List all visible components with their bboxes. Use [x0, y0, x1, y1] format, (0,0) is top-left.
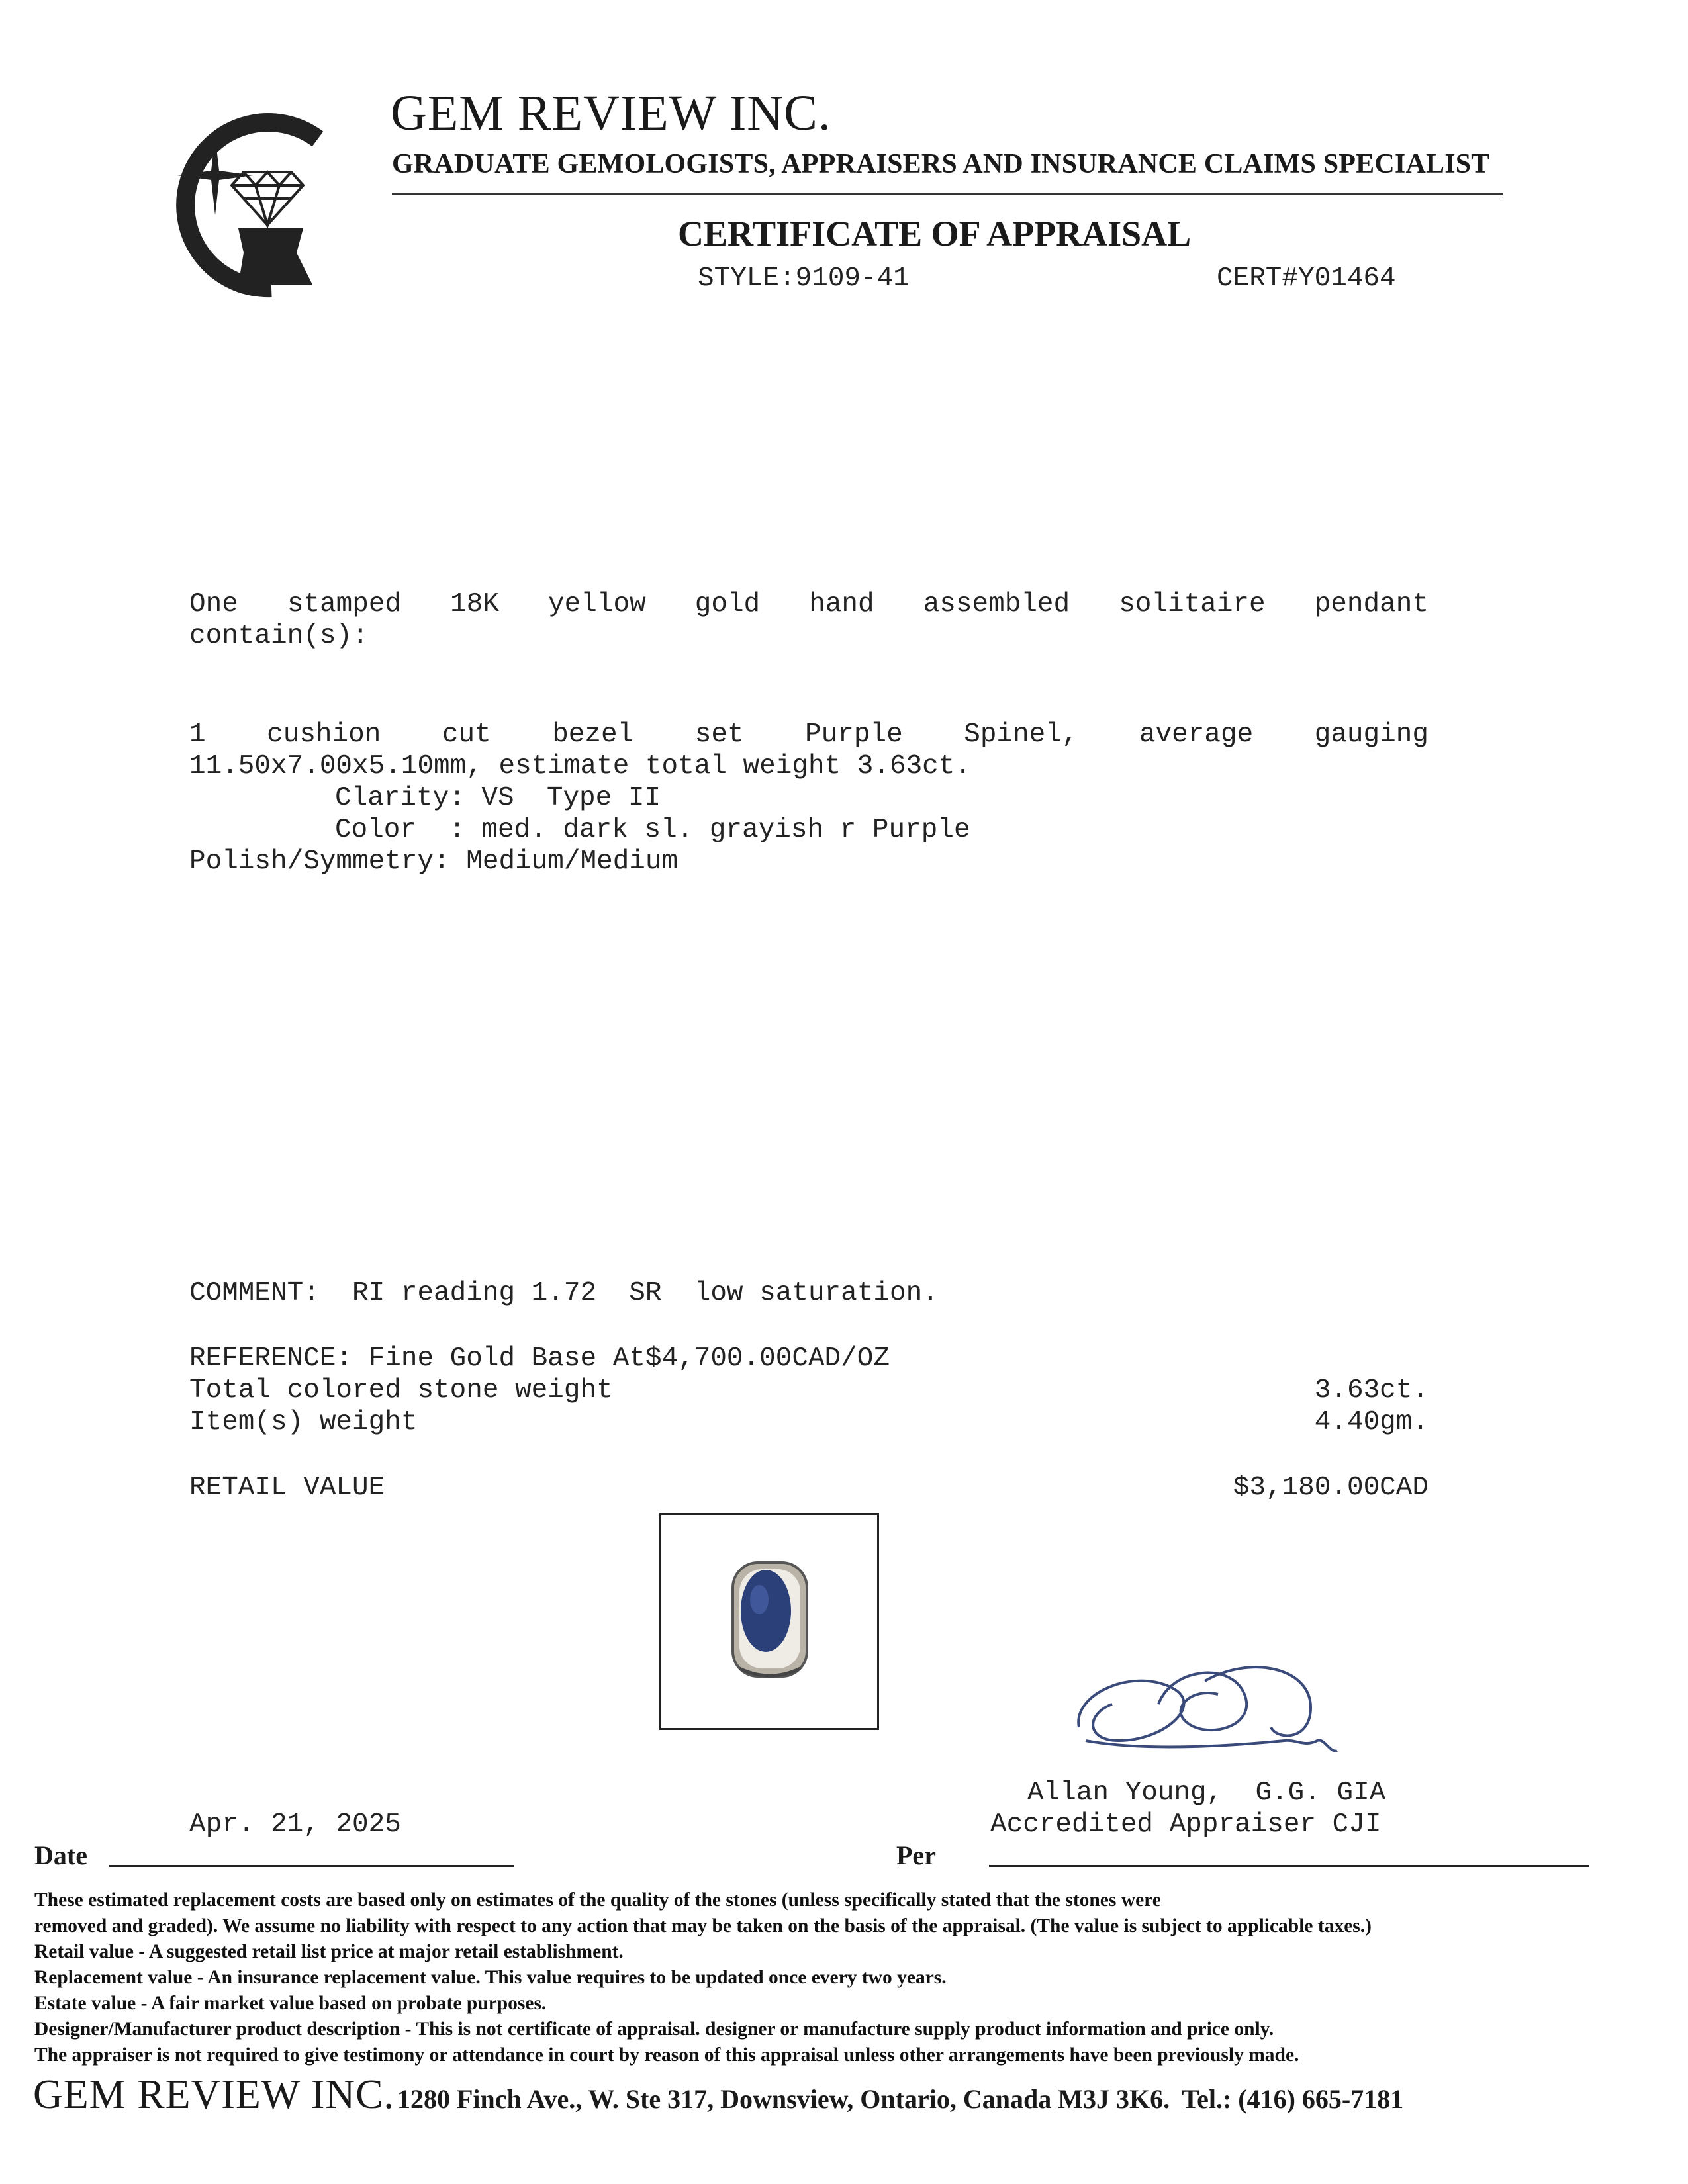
disclaimer-line: Designer/Manufacturer product description - This is not certificate of appraisal. designer or manufacture supply product information and price only. — [34, 2019, 1274, 2040]
stone-color: Color : med. dark sl. grayish r Purple — [335, 815, 970, 845]
stone-description-line-2: 11.50x7.00x5.10mm, estimate total weight 3.63ct. — [189, 751, 971, 782]
description-word: stamped — [287, 589, 402, 619]
certificate-number: CERT#Y01464 — [1217, 263, 1396, 294]
header-divider — [392, 193, 1503, 195]
footer — [33, 2071, 1403, 2118]
description-word: assembled — [923, 589, 1070, 619]
description-word: 18K — [450, 589, 499, 619]
footer-company-name: GEM REVIEW INC. — [33, 2072, 395, 2117]
retail-value-amount: $3,180.00CAD — [1233, 1473, 1429, 1503]
per-line — [989, 1865, 1589, 1867]
disclaimer-line: Estate value - A fair market value based on probate purposes. — [34, 1993, 547, 2014]
description-word: 1 — [189, 719, 206, 750]
description-word: bezel — [552, 719, 634, 750]
item-description-line — [189, 589, 1429, 619]
description-word: gauging — [1314, 719, 1429, 750]
weight-row — [189, 1375, 1429, 1406]
date-line — [109, 1865, 514, 1867]
appraiser-signature — [1059, 1641, 1403, 1774]
date-label: Date — [34, 1841, 87, 1870]
description-word: One — [189, 589, 238, 619]
disclaimer-line: removed and graded). We assume no liability with respect to any action that may be taken on the basis of the appraisal. (The value is subject to applicable taxes.) — [34, 1915, 1372, 1936]
certificate-title: CERTIFICATE OF APPRAISAL — [678, 214, 1192, 253]
retail-value-label: RETAIL VALUE — [189, 1473, 385, 1503]
per-label: Per — [896, 1841, 936, 1870]
retail-value-row — [189, 1473, 1429, 1503]
weight-value: 3.63ct. — [1314, 1375, 1429, 1406]
weight-label: Total colored stone weight — [189, 1375, 613, 1406]
stone-description-line — [189, 719, 1429, 750]
description-word: Spinel, — [964, 719, 1078, 750]
footer-address: 1280 Finch Ave., W. Ste 317, Downsview, Ontario, Canada M3J 3K6. — [397, 2084, 1170, 2114]
disclaimer-line: Replacement value - An insurance replacement value. This value requires to be updated once every two years. — [34, 1967, 947, 1988]
appraisal-date: Apr. 21, 2025 — [189, 1809, 401, 1840]
appraiser-title: Accredited Appraiser CJI — [990, 1809, 1382, 1840]
company-logo — [139, 99, 331, 298]
description-word: average — [1139, 719, 1254, 750]
disclaimer-line: The appraiser is not required to give testimony or attendance in court by reason of this appraisal unless other arrangements have been previously made. — [34, 2044, 1299, 2066]
reference-line: REFERENCE: Fine Gold Base At$4,700.00CAD/OZ — [189, 1343, 890, 1374]
weight-value: 4.40gm. — [1314, 1407, 1429, 1437]
description-word: cut — [442, 719, 491, 750]
pendant-photo-icon — [661, 1515, 877, 1728]
weight-row — [189, 1407, 1429, 1437]
description-word: pendant — [1314, 589, 1429, 619]
footer-phone: Tel.: (416) 665-7181 — [1182, 2084, 1404, 2114]
stone-polish-symmetry: Polish/Symmetry: Medium/Medium — [189, 846, 679, 877]
disclaimer-block — [34, 1888, 1663, 2068]
disclaimer-line: These estimated replacement costs are based only on estimates of the quality of the stones (unless specifically stated that the stones were — [34, 1889, 1161, 1911]
stone-clarity: Clarity: VS Type II — [335, 783, 661, 813]
item-description-line-2: contain(s): — [189, 621, 369, 651]
description-word: solitaire — [1119, 589, 1266, 619]
description-word: hand — [809, 589, 874, 619]
item-photo-frame — [659, 1513, 879, 1730]
company-tagline: GRADUATE GEMOLOGISTS, APPRAISERS AND INSURANCE CLAIMS SPECIALIST — [392, 149, 1490, 179]
description-word: yellow — [548, 589, 646, 619]
company-name: GEM REVIEW INC. — [391, 85, 831, 141]
description-word: Purple — [805, 719, 903, 750]
weight-label: Item(s) weight — [189, 1407, 418, 1437]
comment-line: COMMENT: RI reading 1.72 SR low saturation. — [189, 1278, 939, 1308]
description-word: gold — [694, 589, 761, 619]
disclaimer-line: Retail value - A suggested retail list price at major retail establishment. — [34, 1941, 624, 1962]
description-word: cushion — [267, 719, 381, 750]
appraiser-name: Allan Young, G.G. GIA — [1027, 1778, 1386, 1808]
description-word: set — [694, 719, 744, 750]
style-number: STYLE:9109-41 — [698, 263, 910, 294]
